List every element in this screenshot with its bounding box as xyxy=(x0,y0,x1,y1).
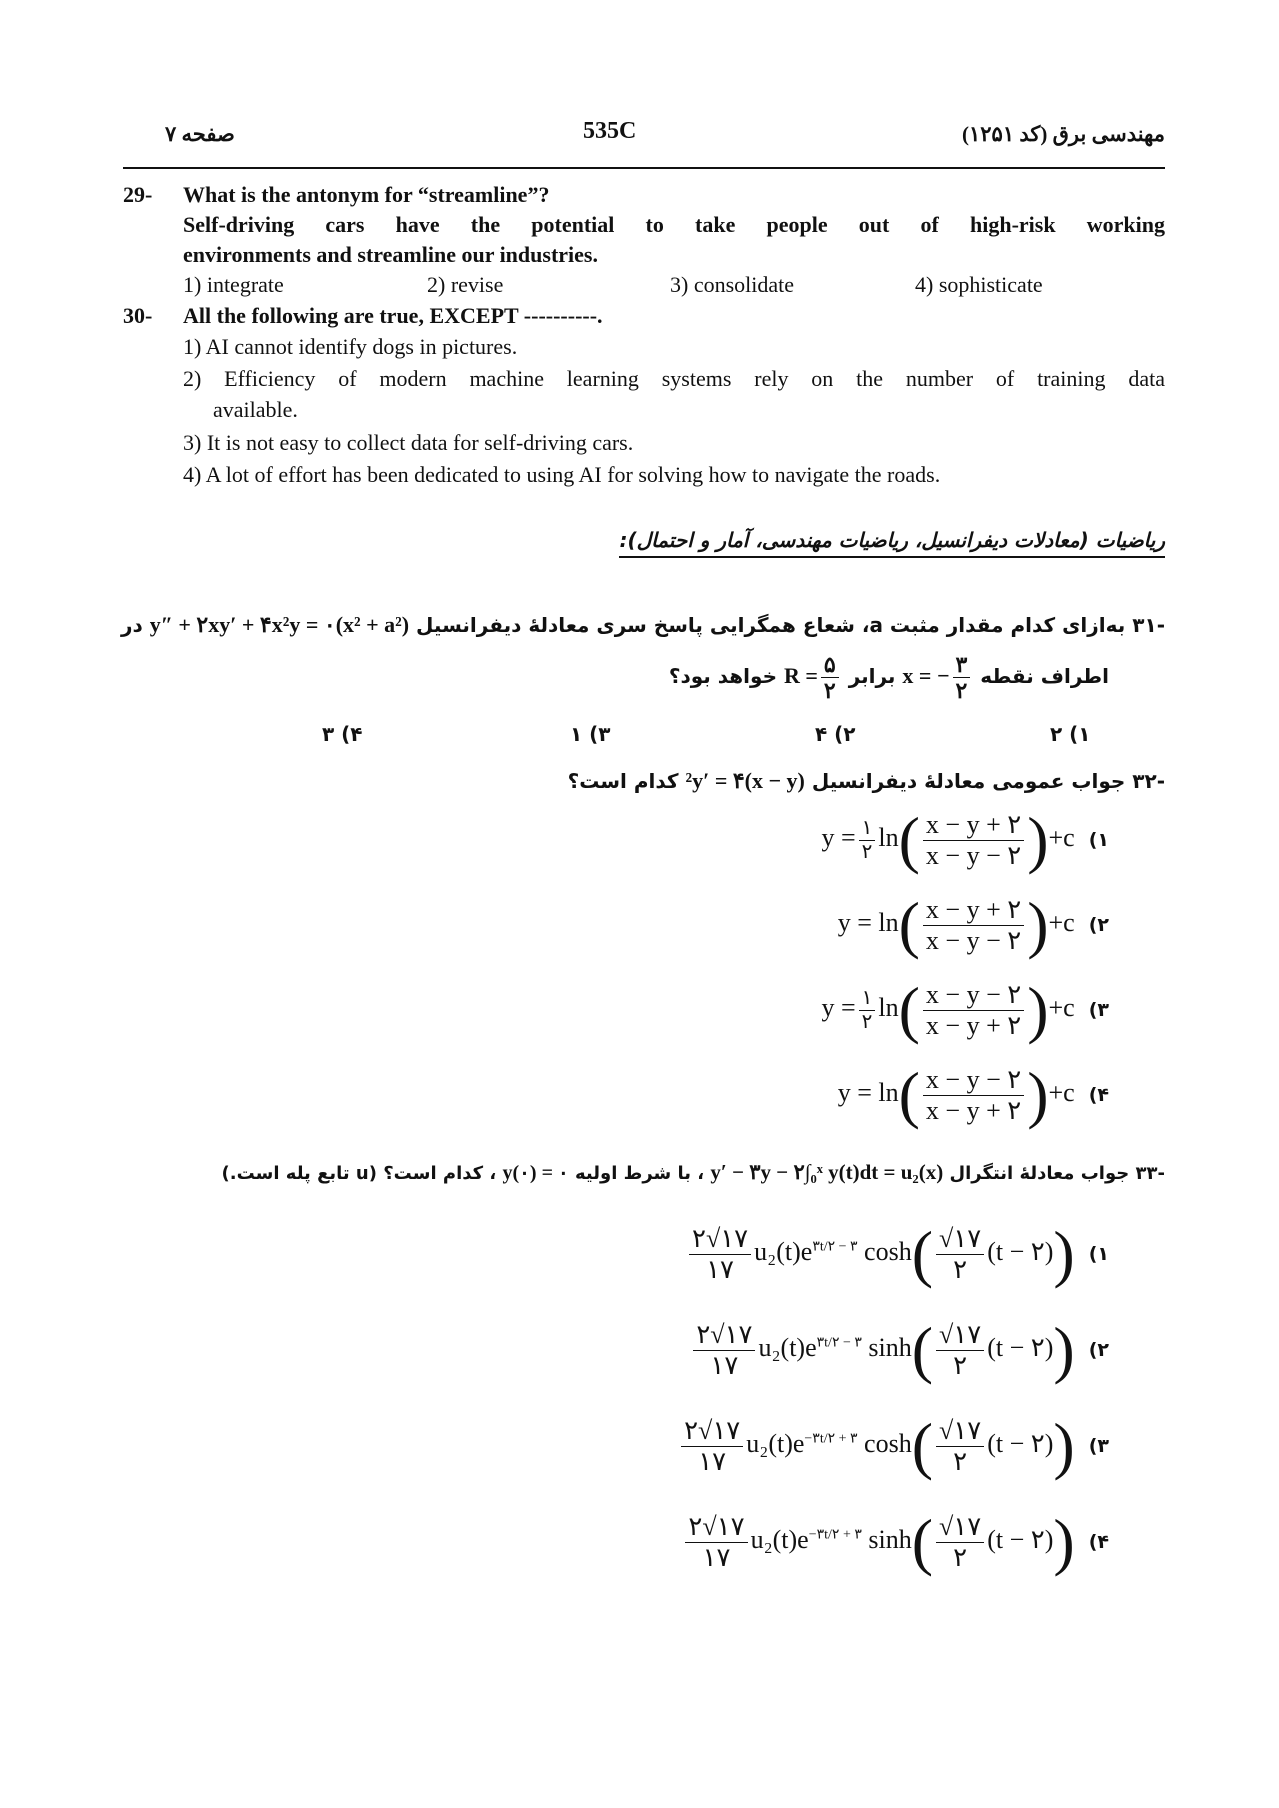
q29-option-3[interactable]: 3) consolidate xyxy=(670,272,795,297)
q33-number: -۳۳ xyxy=(1135,1163,1165,1184)
q31-option-4[interactable]: ۳ (۴ xyxy=(322,722,363,746)
q29-question: What is the antonym for “streamline”? xyxy=(183,182,550,207)
q31-line2-b: برابر xyxy=(848,663,896,688)
q32-number: -۳۲ xyxy=(1132,769,1165,793)
q32-answer-1[interactable]: y = $\frac{۱}{۲}$ ln( $\frac{x - y + ۲}{x - y - ۲}$ )+c (۱ xyxy=(821,804,1109,875)
q33-answer-1[interactable]: $\frac{۲√۱۷}{۱۷}$ $u_2(t)e^{۳t/۲ - ۳}$ cosh( $\frac{√۱۷}{۲}$ (t − ۲)) (۱ xyxy=(686,1222,1109,1286)
q31-line2-a: اطراف نقطه xyxy=(980,663,1109,688)
q32-text-end: کدام است؟ xyxy=(567,769,679,793)
exam-title: مهندسی برق (کد ۱۲۵۱) xyxy=(961,122,1165,146)
q31-option-3[interactable]: ۱ (۳ xyxy=(570,722,611,746)
q29-sentence-line2: environments and streamline our industries. xyxy=(183,242,598,267)
q30-option-3[interactable]: 3) It is not easy to collect data for self-driving cars. xyxy=(183,430,634,455)
q32-answer-4[interactable]: y = ln( $\frac{x - y - ۲}{x - y + ۲}$ )+c (۴ xyxy=(837,1059,1109,1130)
q29-option-4[interactable]: 4) sophisticate xyxy=(915,272,1043,297)
q31-text-part2: در xyxy=(120,613,143,637)
q32-text: جواب عمومی معادلهٔ دیفرانسیل xyxy=(811,769,1126,793)
section-title: ریاضیات (معادلات دیفرانسیل، ریاضیات مهندسی، آمار و احتمال): xyxy=(619,528,1165,558)
q32-equation: (x − y)²y′ = ۴ xyxy=(685,768,805,793)
q30-option-4[interactable]: 4) A lot of effort has been dedicated to using AI for solving how to navigate the roads. xyxy=(183,462,941,487)
q31-equation: (x² + a²)y″ + ۲xy′ + ۴x²y = ۰ xyxy=(149,612,410,637)
q29-option-1[interactable]: 1) integrate xyxy=(183,272,284,297)
q30-option-1[interactable]: 1) AI cannot identify dogs in pictures. xyxy=(183,334,518,359)
q33-text-c: ، کدام است؟ (u تابع پله است.) xyxy=(221,1163,497,1184)
q31-line2-c: خواهد بود؟ xyxy=(668,663,777,688)
q29-option-2[interactable]: 2) revise xyxy=(427,272,504,297)
q31-x-fraction: $\frac{۳}{۲}$ xyxy=(953,652,971,704)
q30-number: 30- xyxy=(123,303,153,328)
q30-option-2[interactable]: 2) Efficiency of modern machine learning systems rely on the number of training data xyxy=(183,366,1165,391)
header-divider xyxy=(123,167,1165,169)
q33-text-b: ، با شرط اولیه xyxy=(574,1163,705,1184)
q31-option-1[interactable]: ۲ (۱ xyxy=(1050,722,1091,746)
q31-x-point: x = − xyxy=(902,662,950,688)
q31-r-label: R = xyxy=(783,662,818,688)
q32-answer-2[interactable]: y = ln( $\frac{x - y + ۲}{x - y - ۲}$ )+c (۲ xyxy=(837,889,1109,960)
q29-sentence-line1: Self-driving cars have the potential to take people out of high-risk working xyxy=(183,212,1165,237)
q31-r-fraction: $\frac{۵}{۲}$ xyxy=(821,652,839,704)
booklet-code: 535C xyxy=(583,118,637,144)
q33-question xyxy=(222,1160,1165,1185)
q32-answer-3[interactable]: y = $\frac{۱}{۲}$ ln( $\frac{x - y - ۲}{x - y + ۲}$ )+c (۳ xyxy=(821,974,1109,1045)
q30-option-2-cont: available. xyxy=(213,397,298,422)
q33-answer-4[interactable]: $\frac{۲√۱۷}{۱۷}$ $u_2(t)e^{-۳t/۲ + ۳}$ sinh( $\frac{√۱۷}{۲}$ (t − ۲)) (۴ xyxy=(682,1510,1109,1574)
q29-number: 29- xyxy=(123,182,153,207)
q33-initial-condition: y(۰) = ۰ xyxy=(502,1162,569,1184)
q33-equation: y′ − ۳y − ۲∫₀ˣ y(t)dt = u₂(x) xyxy=(710,1160,944,1184)
q33-answer-2[interactable]: $\frac{۲√۱۷}{۱۷}$ $u_2(t)e^{۳t/۲ - ۳}$ sinh( $\frac{√۱۷}{۲}$ (t − ۲)) (۲ xyxy=(690,1318,1109,1382)
q31-text-part1: بەازای کدام مقدار مثبت a، شعاع همگرایی پاسخ سری معادلهٔ دیفرانسیل xyxy=(416,613,1126,637)
q33-answer-3[interactable]: $\frac{۲√۱۷}{۱۷}$ $u_2(t)e^{-۳t/۲ + ۳}$ cosh( $\frac{√۱۷}{۲}$ (t − ۲)) (۳ xyxy=(678,1414,1109,1478)
page-number: صفحه ۷ xyxy=(165,122,235,146)
q30-question: All the following are true, EXCEPT ----------. xyxy=(183,303,603,328)
q31-line2 xyxy=(669,652,1109,704)
q33-text-a: جواب معادلهٔ انتگرال xyxy=(949,1163,1130,1184)
q31-number: -۳۱ xyxy=(1132,613,1165,637)
q32-question xyxy=(568,768,1165,794)
q31-line1 xyxy=(121,612,1165,638)
page-header xyxy=(125,118,1165,158)
q31-option-2[interactable]: ۴ (۲ xyxy=(815,722,856,746)
